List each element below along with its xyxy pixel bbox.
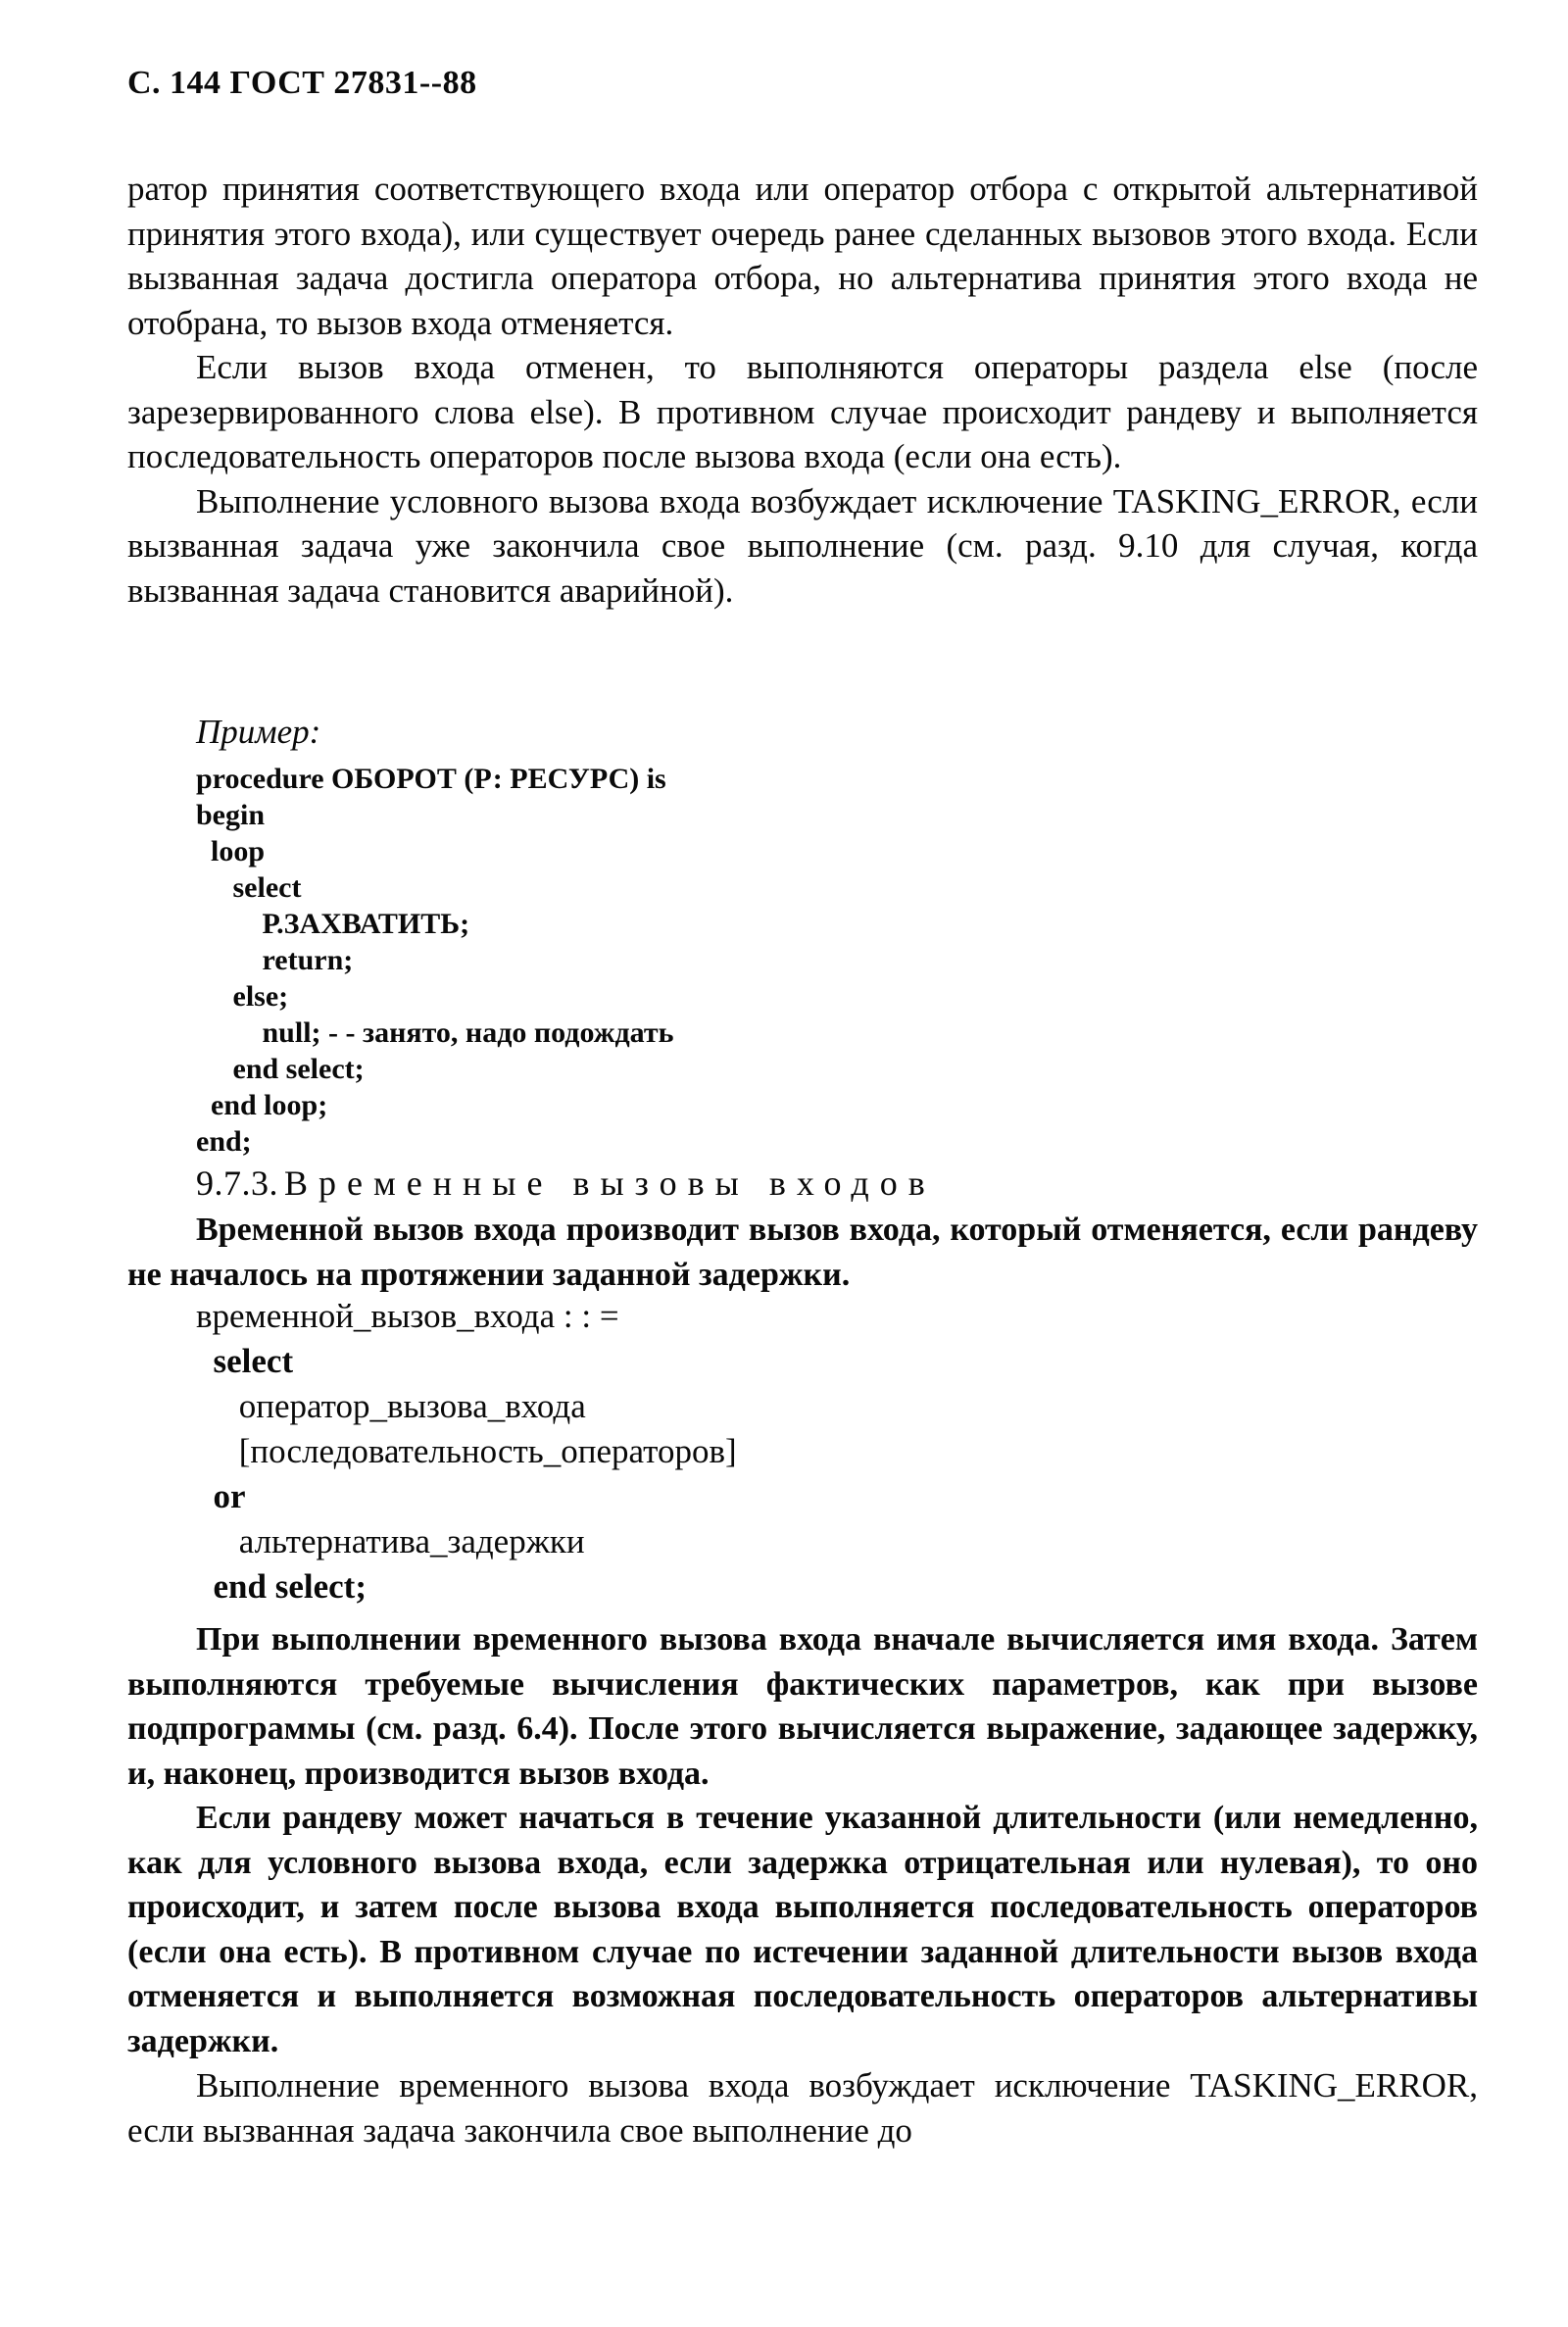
example-label: Пример: [196, 713, 321, 751]
syntax-keyword-select: select [196, 1342, 294, 1380]
paragraph-timed-execution: При выполнении временного вызова входа вначале вычисляется имя входа. Затем выполняются требуемые вычисления фактических параметров, как при вызове подпрограммы (см. разд. 6.4). После этого вычисляется выражение, задающее задержку, и, наконец, производится вызов входа. [127, 1621, 1478, 1792]
code-line: Р.ЗАХВАТИТЬ; [196, 908, 470, 940]
section-number: 9.7.3. [196, 1164, 278, 1203]
code-line: end select; [196, 1053, 365, 1085]
body-top [127, 167, 1478, 613]
code-line: return; [196, 944, 354, 976]
code-line: else; [196, 980, 289, 1013]
paragraph-else-branch: Если вызов входа отменен, то выполняются операторы раздела else (после зарезервированного слова else). В противном случае происходит рандеву и выполняется последовательность операторов после вызова входа (если она есть). [127, 348, 1478, 475]
paragraph-conditional-exception: Выполнение условного вызова входа возбуждает исключение TASKING_ERROR, если вызванная задача уже закончила свое выполнение (см. разд. 9.10 для случая, когда вызванная задача становится аварийной). [127, 481, 1478, 610]
code-line: begin [196, 799, 266, 831]
syntax-line: временной_вызов_входа : : = [196, 1297, 619, 1335]
paragraph-timed-exception: Выполнение временного вызова входа возбуждает исключение TASKING_ERROR, если вызванная задача закончила свое выполнение до [127, 2066, 1478, 2150]
code-line: procedure ОБОРОТ (Р: РЕСУРС) is [196, 763, 666, 795]
syntax-rule [196, 1294, 737, 1609]
section-intro: Временной вызов входа производит вызов входа, который отменяется, если рандеву не началось на протяжении заданной задержки. [127, 1212, 1478, 1293]
code-line: null; - - занято, надо подождать [196, 1016, 674, 1049]
code-line: loop [196, 835, 266, 867]
section-title: Временные вызовы входов [284, 1164, 936, 1203]
paragraph-rendezvous: Если рандеву может начаться в течение указанной длительности (или немедленно, как для условного вызова входа, если задержка отрицательная или нулевая), то оно происходит, и затем после вызова входа выполняется последовательность операторов (если она есть). В противном случае по истечении заданной длительности вызов входа отменяется и выполняется возможная последовательность операторов альтернативы задержки. [127, 1800, 1478, 2059]
code-example [196, 761, 674, 1160]
paragraph-continuation: ратор принятия соответствующего входа или оператор отбора с открытой альтернативой принятия этого входа), или существует очередь ранее сделанных вызовов этого входа. Если вызванная задача достигла оператора отбора, но альтернатива принятия этого входа не отобрана, то вызов входа отменяется. [127, 170, 1478, 342]
section-intro-block [127, 1208, 1478, 1297]
syntax-keyword-or: or [196, 1477, 246, 1515]
page-header: С. 144 ГОСТ 27831--88 [127, 65, 477, 101]
syntax-keyword-end-select: end select; [196, 1567, 367, 1606]
body-bottom [127, 1617, 1478, 2153]
syntax-line: оператор_вызова_входа [196, 1387, 586, 1425]
section-heading [196, 1163, 936, 1204]
code-line: end loop; [196, 1089, 328, 1121]
code-line: end; [196, 1125, 252, 1158]
syntax-line: [последовательность_операторов] [196, 1432, 737, 1470]
syntax-line: альтернатива_задержки [196, 1522, 585, 1560]
code-line: select [196, 871, 302, 904]
